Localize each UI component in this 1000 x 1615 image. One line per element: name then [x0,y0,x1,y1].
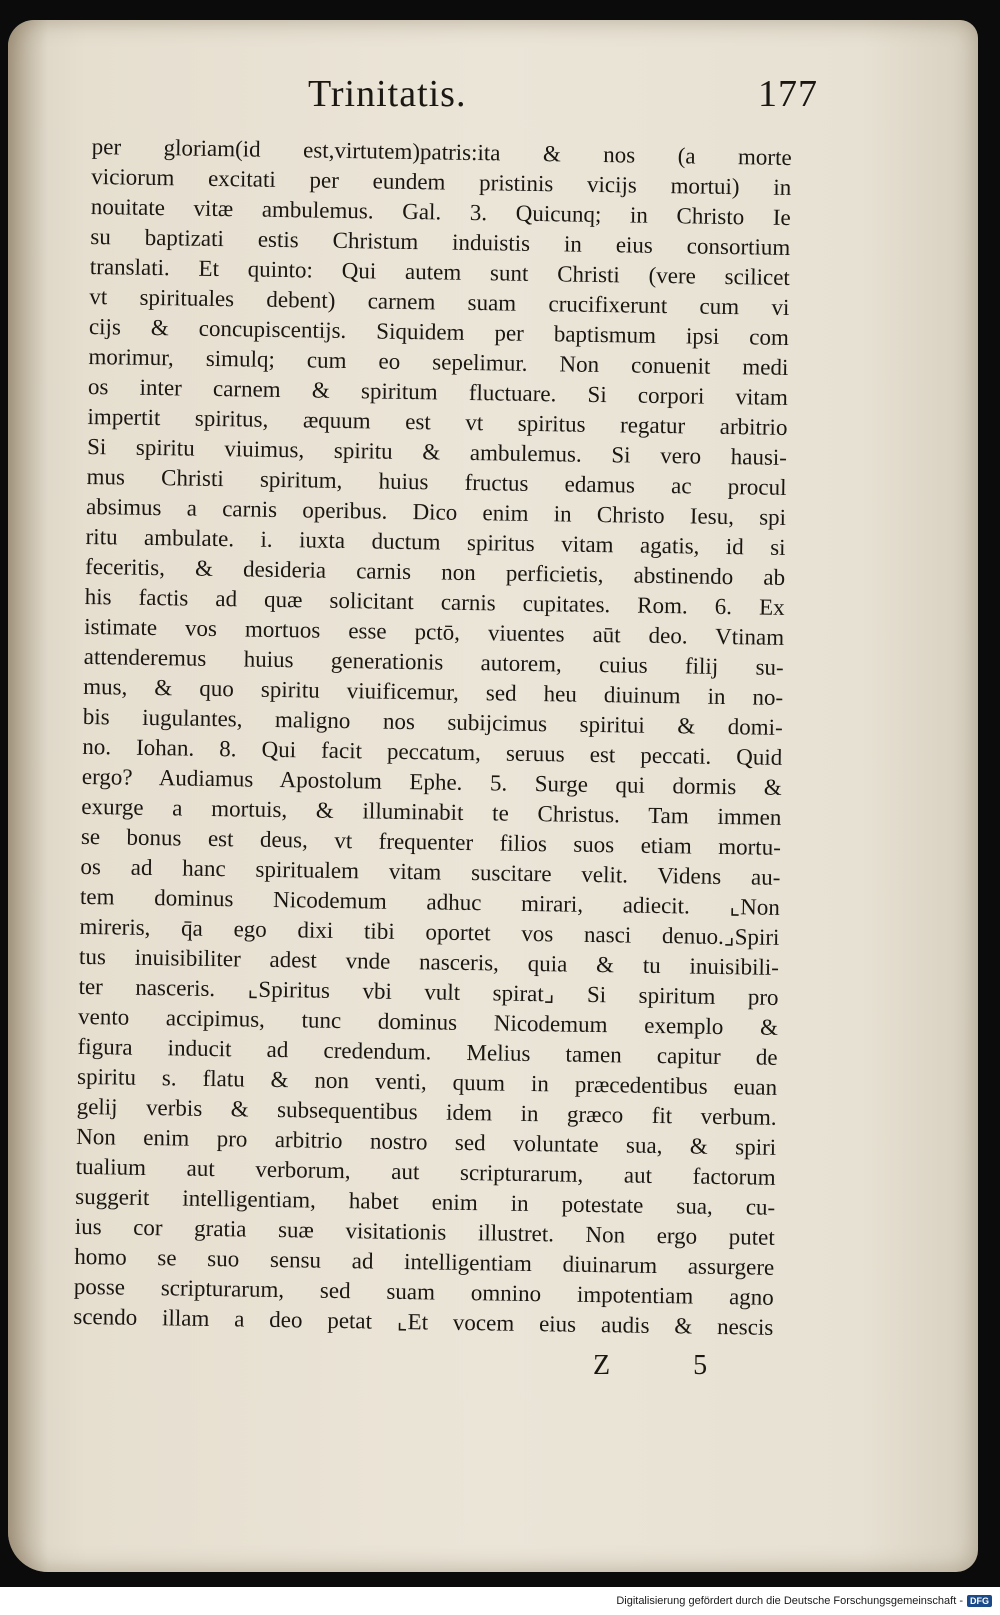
text-line: scendo illam a deo petat ⌞Et vocem eius audis & nescis [73,1303,774,1340]
text-line: suggerit intelligentiam, habet enim in potestate sua, cu- [75,1183,776,1220]
text-line: viciorum excitati per eundem pristinis vicijs mortui) in [91,163,792,200]
text-line: translati. Et quinto: Qui autem sunt Christi (vere scilicet [89,253,790,290]
text-line: os ad hanc spiritualem vitam suscitare velit. Videns au- [80,853,781,890]
text-line: istimate vos mortuos esse pctō, viuentes aūt deo. Vtinam [84,613,785,650]
text-line: posse scripturarum, sed suam omnino impotentiam agno [73,1273,774,1310]
text-line: ius cor gratia suæ visitationis illustret. Non ergo putet [74,1213,775,1250]
text-line: vento accipimus, tunc dominus Nicodemum exemplo & [77,1003,779,1040]
text-line: mireris, q̄a ego dixi tibi oportet vos nasci denuo.⌟Spiri [79,913,780,950]
text-line: impertit spiritus, æquum est vt spiritus regatur arbitrio [87,403,788,440]
text-line: per gloriam(id est,virtutem)patris:ita & nos (a morte [91,133,792,170]
running-title: Trinitatis. [308,73,467,115]
signature-mark: Z 5 [593,1350,746,1381]
running-head [308,72,818,116]
text-line: se bonus est deus, vt frequenter filios suos etiam mortu- [80,823,782,860]
text-line: ritu ambulate. i. iuxta ductum spiritus vitam agatis, id si [85,523,786,560]
text-line: Si spiritu viuimus, spiritu & ambulemus. Si vero hausi- [86,433,788,470]
text-line: feceritis, & desideria carnis non perficietis, abstinendo ab [84,553,786,590]
text-line: su baptizati estis Christum induistis in eius consortium [90,223,791,260]
text-line: attenderemus huius generationis autorem, cuius filij su- [83,643,784,680]
text-line: gelij verbis & subsequentibus idem in græco fit verbum. [76,1093,777,1130]
text-line: morimur, simulq; cum eo sepelimur. Non conuenit medi [88,343,789,380]
text-line: vt spirituales debent) carnem suam crucifixerunt cum vi [89,283,790,320]
text-line: tualium aut verborum, aut scripturarum, aut factorum [75,1153,776,1190]
funding-note: Digitalisierung gefördert durch die Deutsche Forschungsgemeinschaft - [616,1595,963,1607]
funding-footer [0,1587,1000,1615]
dfg-logo-icon: DFG [967,1595,992,1607]
text-line: mus, & quo spiritu viuificemur, sed heu diuinum in no- [83,673,784,710]
text-line: mus Christi spiritum, huius fructus edamus ac procul [86,463,787,500]
folio-number: 177 [758,73,818,115]
text-line: spiritu s. flatu & non venti, quum in præcedentibus euan [76,1063,778,1100]
text-line: cijs & concupiscentijs. Siquidem per baptismum ipsi com [88,313,790,350]
text-line: os inter carnem & spiritum fluctuare. Si corpori vitam [87,373,789,410]
text-line: ergo? Audiamus Apostolum Ephe. 5. Surge qui dormis & [81,763,782,800]
text-line: figura inducit ad credendum. Melius tamen capitur de [77,1033,778,1070]
text-line: no. Iohan. 8. Qui facit peccatum, seruus est peccati. Quid [82,733,783,770]
body-text [73,132,792,1343]
book-page [8,20,978,1572]
text-line: ter nasceris. ⌞Spiritus vbi vult spirat⌟ Si spiritum pro [78,973,779,1010]
text-line: his factis ad quæ solicitant carnis cupitates. Rom. 6. Ex [84,583,785,620]
text-line: nouitate vitæ ambulemus. Gal. 3. Quicunq; in Christo Ie [90,193,791,230]
text-line: tem dominus Nicodemum adhuc mirari, adiecit. ⌞Non [79,883,781,920]
text-line: homo se suo sensu ad intelligentiam diuinarum assurgere [74,1243,775,1280]
text-line: bis iugulantes, maligno nos subijcimus spiritui & domi- [82,703,783,740]
text-line: exurge a mortuis, & illuminabit te Christus. Tam immen [81,793,782,830]
text-line: Non enim pro arbitrio nostro sed voluntate sua, & spiri [76,1123,777,1160]
text-line: tus inuisibiliter adest vnde nasceris, quia & tu inuisibili- [78,943,780,980]
text-line: absimus a carnis operibus. Dico enim in Christo Iesu, spi [85,493,787,530]
